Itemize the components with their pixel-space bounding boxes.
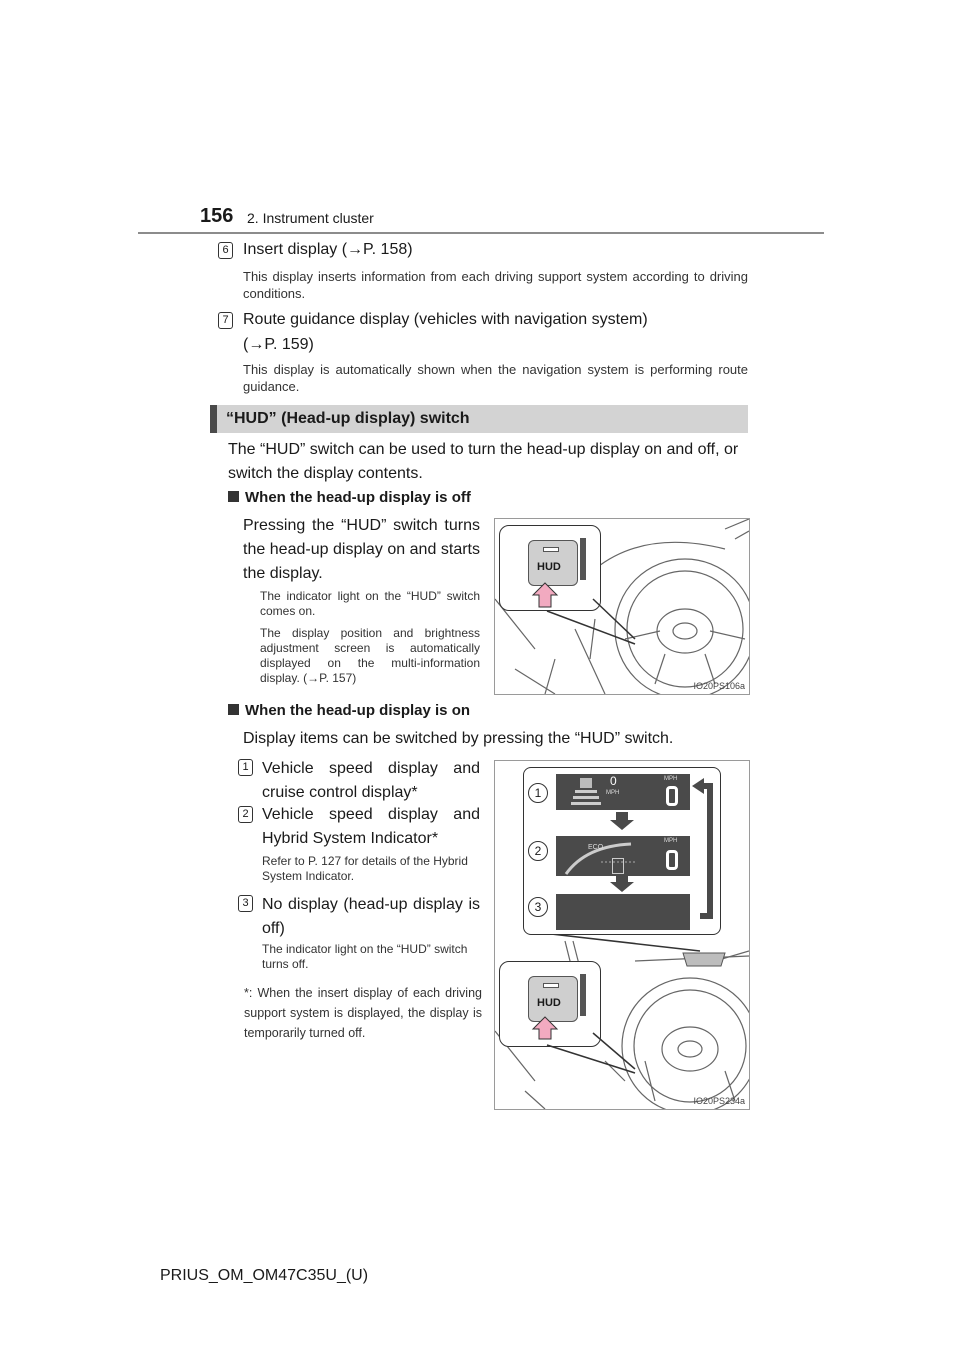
- on-item-3-note: The indicator light on the “HUD” switch turns off.: [262, 942, 468, 971]
- intro-paragraph: The “HUD” switch can be used to turn the head-up display on and off, or switch the display contents.: [228, 441, 739, 482]
- section-heading-band: [210, 405, 748, 433]
- item-title-line2: (→P. 159): [243, 336, 314, 353]
- arrow-up-icon: [495, 761, 749, 1109]
- item-number-badge: 3: [238, 895, 253, 912]
- subheading-on: When the head-up display is on: [228, 702, 470, 719]
- on-item-2-note: Refer to P. 127 for details of the Hybrid System Indicator.: [262, 854, 468, 883]
- header-rule: [138, 232, 824, 234]
- item-description: This display inserts information from each driving support system according to driving conditions.: [243, 269, 748, 301]
- off-paragraph: Pressing the “HUD” switch turns the head-up display on and starts the display.: [243, 517, 480, 582]
- page-number: 156: [200, 205, 234, 227]
- item-title: Route guidance display (vehicles with navigation system): [243, 311, 648, 328]
- off-note-1: The indicator light on the “HUD” switch comes on.: [260, 589, 480, 618]
- on-item-2: Vehicle speed display and Hybrid System Indicator*: [262, 806, 480, 847]
- figure-hud-switch-on: [494, 760, 750, 1110]
- item-number-badge: 1: [238, 759, 253, 776]
- square-bullet-icon: [228, 704, 239, 715]
- on-paragraph: Display items can be switched by pressing the “HUD” switch.: [243, 730, 674, 747]
- section-title: 2. Instrument cluster: [247, 210, 374, 226]
- item-number-badge: 2: [238, 806, 253, 823]
- on-item-1: Vehicle speed display and cruise control display*: [262, 760, 480, 801]
- hud-switch-button: HUD: [528, 976, 578, 1022]
- section-heading: “HUD” (Head-up display) switch: [226, 410, 470, 427]
- off-note-2: The display position and brightness adjustment screen is automatically displayed on the multi-information display. (→P. 157): [260, 626, 480, 685]
- hud-screen-2: ECO MPH: [556, 836, 690, 876]
- square-bullet-icon: [228, 491, 239, 502]
- figure-hud-switch-off: [494, 518, 750, 695]
- item-number-badge: 7: [218, 312, 233, 329]
- on-item-3: No display (head-up display is off): [262, 896, 480, 937]
- hud-switch-button: HUD: [528, 540, 578, 586]
- subheading-off: When the head-up display is off: [228, 489, 471, 506]
- figure-id: IO20PS234a: [693, 1096, 745, 1106]
- hud-screen-1: 0 MPH MPH: [556, 774, 690, 810]
- figure-id: IO20PS106a: [693, 681, 745, 691]
- callout-number: 1: [528, 783, 548, 803]
- item-description: This display is automatically shown when the navigation system is performing route guidance.: [243, 362, 748, 394]
- footnote: *: When the insert display of each driving support system is displayed, the display is temporarily turned off.: [244, 986, 482, 1040]
- item-number-badge: 6: [218, 242, 233, 259]
- arrow-up-icon: [495, 519, 749, 694]
- item-title: Insert display (→P. 158): [243, 241, 413, 258]
- callout-number: 2: [528, 841, 548, 861]
- callout-number: 3: [528, 897, 548, 917]
- document-code: PRIUS_OM_OM47C35U_(U): [160, 1267, 369, 1284]
